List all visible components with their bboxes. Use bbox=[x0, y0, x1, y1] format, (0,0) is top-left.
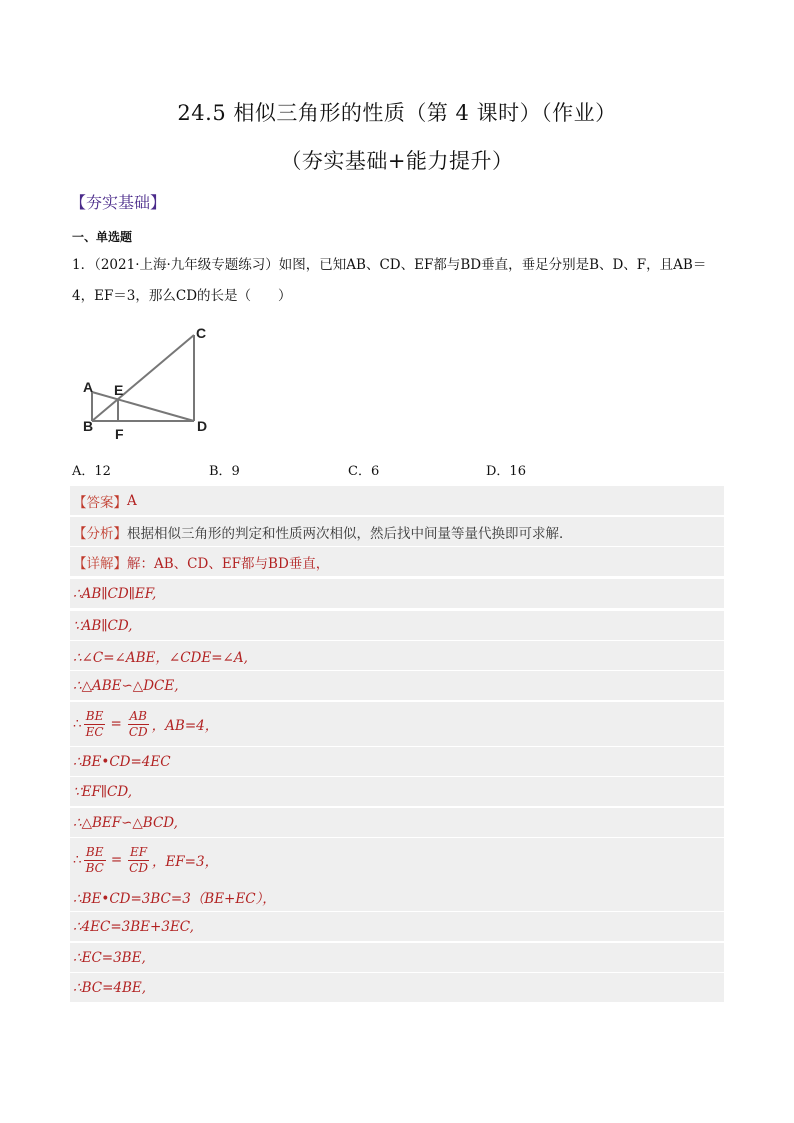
label-b: B bbox=[83, 418, 94, 434]
detail-row bbox=[70, 547, 724, 576]
detail-tag: 【详解】 bbox=[73, 555, 127, 572]
frac2-suffix: ，EF=3， bbox=[151, 854, 219, 870]
label-e: E bbox=[114, 382, 124, 398]
segment-ad bbox=[92, 392, 194, 421]
step-7: ∵EF∥CD, bbox=[70, 777, 724, 806]
frac1-den1: EC bbox=[85, 724, 104, 739]
step-fraction-2 bbox=[70, 838, 724, 882]
step-3: ∴∠C=∠ABE，∠CDE=∠A, bbox=[70, 641, 724, 670]
question-1 bbox=[72, 250, 724, 312]
section-label: 【夯实基础】 bbox=[70, 193, 167, 212]
frac2-prefix: ∴ bbox=[73, 852, 82, 868]
option-c[interactable]: C．6 bbox=[348, 464, 380, 479]
frac2-num1: BE bbox=[85, 844, 104, 859]
frac1-suffix: ，AB=4， bbox=[151, 718, 219, 734]
option-b[interactable]: B．9 bbox=[209, 464, 240, 479]
label-c: C bbox=[196, 325, 207, 341]
step-13: ∴BC=4BE, bbox=[70, 973, 724, 1002]
fraction-ef-cd bbox=[127, 845, 150, 876]
analysis-tag: 【分析】 bbox=[73, 525, 127, 542]
step-8: ∴△BEF∽△BCD, bbox=[70, 808, 724, 837]
fraction-ab-cd bbox=[127, 709, 150, 740]
frac1-num1: BE bbox=[85, 708, 104, 723]
option-d[interactable]: D．16 bbox=[486, 464, 526, 479]
frac2-num2: EF bbox=[130, 844, 148, 859]
detail-text: 解：AB、CD、EF都与BD垂直， bbox=[127, 555, 330, 572]
geometry-diagram bbox=[80, 322, 230, 442]
fraction-be-bc bbox=[84, 845, 106, 876]
question-line-1: 1．（2021·上海·九年级专题练习）如图，已知AB、CD、EF都与BD垂直，垂足分别是B、D、F，且AB＝ bbox=[72, 257, 707, 273]
step-12: ∴EC=3BE, bbox=[70, 943, 724, 972]
option-a[interactable]: A．12 bbox=[72, 464, 111, 479]
frac2-eq: = bbox=[110, 852, 123, 868]
question-line-2: 4，EF＝3，那么CD的长是（ ） bbox=[72, 288, 292, 304]
answer-tag: 【答案】 bbox=[73, 494, 127, 511]
label-d: D bbox=[197, 418, 208, 434]
frac1-num2: AB bbox=[129, 708, 147, 723]
step-4: ∴△ABE∽△DCE, bbox=[70, 671, 724, 700]
answer-value: A bbox=[127, 492, 137, 509]
segment-bc bbox=[92, 335, 194, 421]
frac1-prefix: ∴ bbox=[73, 716, 82, 732]
step-fraction-1 bbox=[70, 702, 724, 746]
step-10: ∴BE•CD=3BC=3（BE+EC）， bbox=[70, 882, 724, 911]
solution-panel bbox=[70, 484, 724, 1003]
label-a: A bbox=[83, 379, 94, 395]
label-f: F bbox=[115, 426, 124, 442]
analysis-text: 根据相似三角形的判定和性质两次相似，然后找中间量等量代换即可求解． bbox=[127, 525, 573, 542]
frac1-eq: = bbox=[110, 716, 122, 732]
page-title: 24.5 相似三角形的性质（第 4 课时）（作业） bbox=[177, 101, 617, 125]
question-type-heading: 一、单选题 bbox=[72, 230, 133, 244]
step-1: ∴AB∥CD∥EF, bbox=[70, 579, 724, 608]
frac1-den2: CD bbox=[128, 724, 148, 739]
step-11: ∴4EC=3BE+3EC, bbox=[70, 912, 724, 941]
step-2: ∵AB∥CD, bbox=[70, 611, 724, 640]
frac2-den2: CD bbox=[129, 860, 148, 875]
answer-row bbox=[70, 486, 724, 515]
analysis-row bbox=[70, 517, 724, 546]
step-6: ∴BE•CD=4EC bbox=[70, 747, 724, 776]
fraction-be-ec bbox=[84, 709, 106, 740]
frac2-den1: BC bbox=[85, 860, 104, 875]
page-subtitle: （夯实基础+能力提升） bbox=[280, 149, 514, 173]
